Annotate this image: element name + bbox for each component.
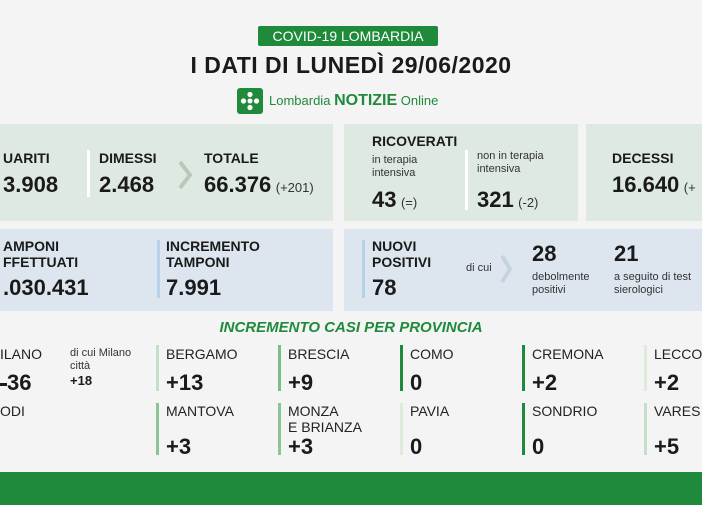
debolmente-label: debolmente positivi	[532, 271, 590, 296]
province-bar	[644, 403, 647, 455]
province-milano-value: 36	[0, 370, 31, 396]
nuovi-positivi-label: NUOVI POSITIVI	[372, 238, 432, 270]
decessi-value: 16.640	[612, 172, 680, 197]
decessi-delta: (+	[683, 180, 696, 195]
divider	[362, 240, 365, 298]
non-intensiva-value-group	[477, 187, 538, 213]
province-bergamo-value: +13	[166, 370, 204, 395]
tamponi-value: .030.431	[3, 275, 89, 300]
chevron-right-icon	[500, 254, 512, 289]
province-como-name: COMO	[410, 346, 454, 362]
divider	[465, 150, 468, 210]
dimessi-value: 2.468	[99, 172, 155, 197]
footer-bar	[0, 472, 702, 505]
province-bar	[278, 403, 281, 455]
divider	[87, 150, 90, 197]
guariti-label: UARITI	[3, 150, 50, 166]
non-intensiva-label: non in terapia intensiva	[477, 150, 544, 175]
guariti-value: 3.908	[3, 172, 59, 197]
province-cremona-name: CREMONA	[532, 346, 604, 362]
province-bar	[278, 345, 281, 391]
province-varese-name: VARES	[654, 403, 701, 419]
province-mantova-value: +3	[166, 434, 192, 459]
incremento-tamponi-value: 7.991	[166, 275, 222, 300]
totale-value: 66.376	[204, 172, 272, 197]
province-brescia-value: +9	[288, 370, 314, 395]
province-como-value: 0	[410, 370, 423, 395]
province-monza-value: +3	[288, 434, 314, 459]
non-intensiva-value: 321	[477, 187, 514, 212]
province-varese-value: +5	[654, 434, 680, 459]
province-lecco-value: +2	[654, 370, 680, 395]
province-pavia-value: 0	[410, 434, 423, 459]
intensiva-value-group	[372, 187, 417, 213]
province-bar	[522, 345, 525, 391]
incremento-tamponi-label: INCREMENTO TAMPONI	[166, 238, 260, 270]
decessi-value-group	[612, 172, 696, 198]
milano-citta-value: +18	[70, 373, 93, 388]
province-monza-name: MONZA E BRIANZA	[288, 403, 362, 435]
province-mantova-name: MANTOVA	[166, 403, 234, 419]
province-sondrio-name: SONDRIO	[532, 403, 598, 419]
non-intensiva-delta: (-2)	[518, 195, 539, 210]
logo	[237, 88, 438, 114]
totale-label: TOTALE	[204, 150, 259, 166]
intensiva-value: 43	[372, 187, 397, 212]
province-bar	[156, 403, 159, 455]
province-lecco-name: LECCO	[654, 346, 702, 362]
province-bar	[522, 403, 525, 455]
provinces-title: INCREMENTO CASI PER PROVINCIA	[219, 319, 483, 336]
milano-citta-label: di cui Milano città	[70, 347, 132, 372]
sierologici-value: 21	[614, 241, 639, 266]
logo-text: Lombardia NOTIZIE Online	[269, 92, 439, 109]
decessi-label: DECESSI	[612, 150, 674, 166]
province-sondrio-value: 0	[532, 434, 545, 459]
intensiva-delta: (=)	[400, 195, 418, 210]
province-cremona-value: +2	[532, 370, 558, 395]
debolmente-value: 28	[532, 241, 557, 266]
nuovi-positivi-value: 78	[372, 275, 397, 300]
province-brescia-name: BRESCIA	[288, 346, 350, 362]
province-pavia-name: PAVIA	[410, 403, 450, 419]
province-bergamo-name: BERGAMO	[166, 346, 238, 362]
chevron-right-icon	[178, 160, 192, 195]
province-bar	[400, 345, 403, 391]
di-cui-label: di cui	[466, 262, 492, 274]
page-title: I DATI DI LUNEDÌ 29/06/2020	[190, 52, 512, 78]
province-bar	[156, 345, 159, 391]
province-milano-name: ILANO	[0, 346, 43, 362]
dimessi-label: DIMESSI	[99, 150, 157, 166]
tamponi-label: AMPONI FFETTUATI	[3, 238, 79, 270]
province-lodi-name: ODI	[0, 403, 25, 419]
intensiva-label: in terapia intensiva	[372, 154, 418, 179]
ricoverati-label: RICOVERATI	[372, 133, 458, 149]
header-tag: COVID-19 LOMBARDIA	[258, 26, 438, 46]
province-bar	[644, 345, 647, 391]
totale-delta: (+201)	[275, 180, 314, 195]
totale-value-group	[204, 172, 314, 198]
lombardia-rose-icon	[237, 88, 263, 114]
divider	[157, 240, 160, 298]
province-bar	[400, 403, 403, 455]
sierologici-label: a seguito di test sierologici	[614, 271, 692, 296]
